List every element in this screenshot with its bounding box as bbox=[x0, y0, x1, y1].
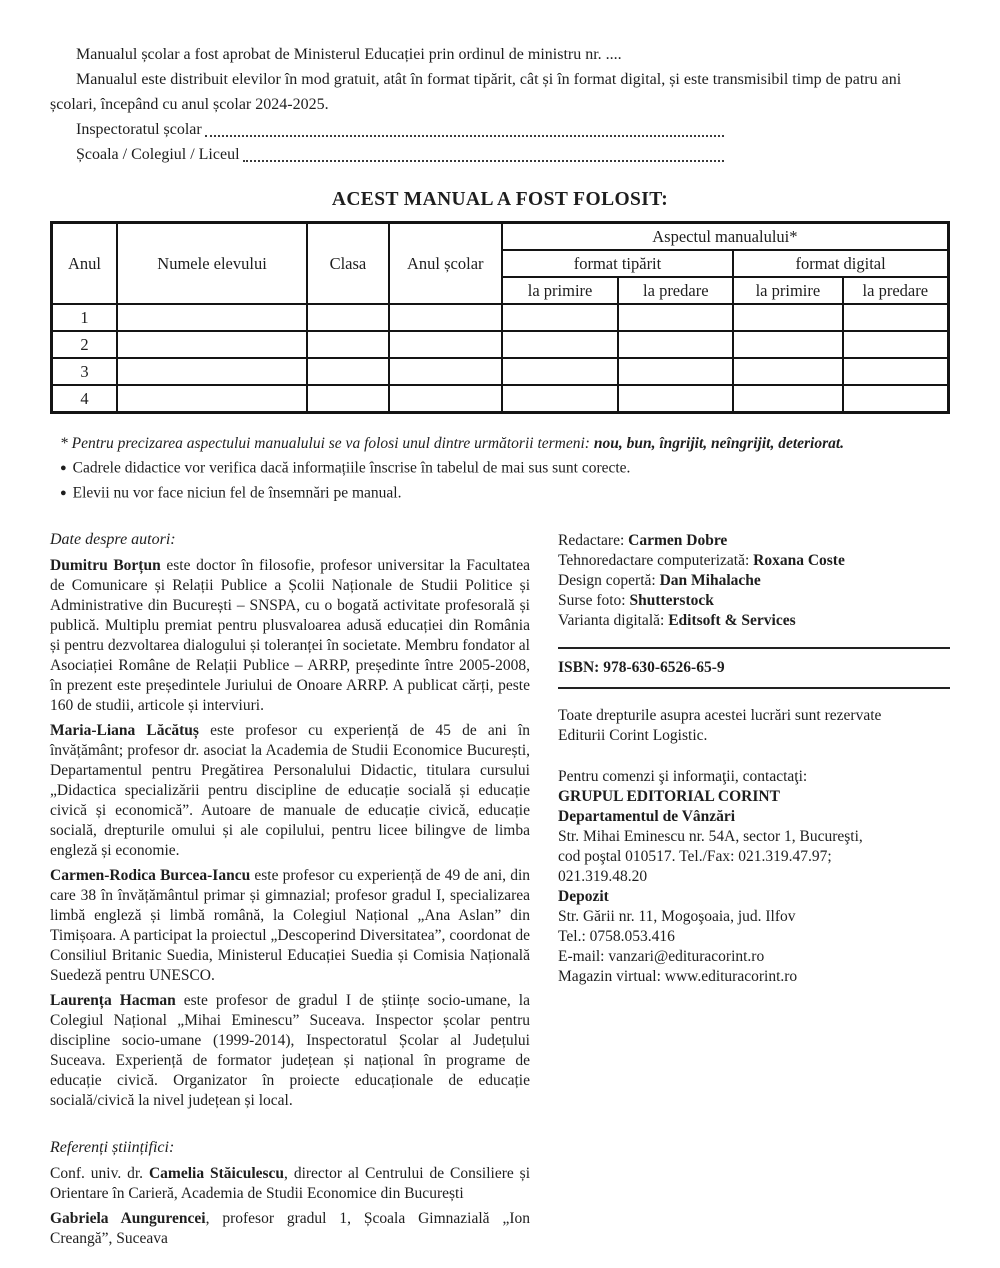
author-name: Maria-Liana Lăcătuș bbox=[50, 722, 199, 739]
authors-heading: Date despre autori: bbox=[50, 531, 176, 548]
notes-section bbox=[60, 432, 950, 505]
author-bio-text: este profesor de gradul I de științe socio-umane, la Colegiul Național „Mihai Eminescu” Suceava. Inspector școlar pentru discipline socio-umane (1999-2014), Inspectoratul Școlar al Județului Suceava. Experiență de formator județean și național în programe de educație civică. Organizator în proiecte educaționale de educație socială/civică la nivel județean și local. bbox=[50, 992, 530, 1109]
referent-text: , profesor gradul 1, Școala Gimnazială „Ion Creangă”, Suceava bbox=[50, 1210, 530, 1247]
bullet-icon: ● bbox=[60, 486, 67, 499]
empty-cell bbox=[618, 304, 733, 331]
divider-rule bbox=[558, 647, 950, 649]
credit-label: Varianta digitală: bbox=[558, 612, 669, 629]
credit-line bbox=[558, 591, 950, 611]
empty-cell bbox=[733, 304, 842, 331]
dotted-fill-line bbox=[205, 135, 724, 137]
note-students bbox=[60, 481, 950, 506]
referent-entry bbox=[50, 1164, 530, 1204]
authors-column bbox=[50, 531, 530, 1254]
row-number-cell: 4 bbox=[52, 385, 117, 413]
dotted-fill-line bbox=[243, 160, 724, 162]
empty-cell bbox=[117, 331, 307, 358]
col-header-la-predare-digital: la predare bbox=[843, 277, 949, 304]
empty-cell bbox=[502, 304, 619, 331]
note-students-text: Elevii nu vor face niciun fel de însemnări pe manual. bbox=[72, 484, 402, 501]
author-name: Carmen-Rodica Burcea-Iancu bbox=[50, 867, 251, 884]
credit-value: Shutterstock bbox=[629, 592, 714, 609]
divider-rule bbox=[558, 687, 950, 689]
credit-line bbox=[558, 531, 950, 551]
empty-cell bbox=[307, 385, 389, 413]
row-number-cell: 1 bbox=[52, 304, 117, 331]
distribution-line: Manualul este distribuit elevilor în mod gratuit, atât în format tipărit, cât și în format digital, și este transmisibil timp de patru ani școlari, începând cu anul școlar 2024-2025. bbox=[50, 71, 902, 113]
rights-notice: Toate drepturile asupra acestei lucrări sunt rezervate Editurii Corint Logistic. bbox=[558, 707, 882, 744]
empty-cell bbox=[117, 385, 307, 413]
row-number-cell: 3 bbox=[52, 358, 117, 385]
empty-cell bbox=[117, 304, 307, 331]
empty-cell bbox=[733, 331, 842, 358]
referent-entry bbox=[50, 1209, 530, 1249]
author-name: Dumitru Borțun bbox=[50, 557, 161, 574]
empty-cell bbox=[307, 358, 389, 385]
depot-address: Str. Gării nr. 11, Mogoşoaia, jud. Ilfov bbox=[558, 908, 796, 925]
col-header-format-digital: format digital bbox=[733, 250, 948, 277]
depot-heading: Depozit bbox=[558, 888, 609, 905]
col-header-clasa: Clasa bbox=[307, 223, 389, 305]
empty-cell bbox=[843, 304, 949, 331]
author-bio bbox=[50, 556, 530, 716]
isbn-line: ISBN: 978-630-6526-65-9 bbox=[558, 659, 725, 676]
table-row bbox=[52, 358, 949, 385]
empty-cell bbox=[389, 304, 502, 331]
credit-value: Dan Mihalache bbox=[659, 572, 761, 589]
col-header-format-tiparit: format tipărit bbox=[502, 250, 733, 277]
publisher-group-name: GRUPUL EDITORIAL CORINT bbox=[558, 788, 780, 805]
contact-block bbox=[558, 767, 950, 987]
col-header-anul-scolar: Anul școlar bbox=[389, 223, 502, 305]
col-header-anul: Anul bbox=[52, 223, 117, 305]
credit-value: Editsoft & Services bbox=[668, 612, 796, 629]
two-column-section bbox=[50, 531, 950, 1254]
usage-table-title: ACEST MANUAL A FOST FOLOSIT: bbox=[331, 189, 669, 210]
aspect-footnote bbox=[60, 432, 950, 456]
usage-table bbox=[50, 221, 950, 414]
empty-cell bbox=[843, 358, 949, 385]
contact-email: E-mail: vanzari@edituracorint.ro bbox=[558, 948, 765, 965]
credit-line bbox=[558, 611, 950, 631]
empty-cell bbox=[502, 331, 619, 358]
sales-department: Departamentul de Vânzări bbox=[558, 808, 736, 825]
credit-line bbox=[558, 571, 950, 591]
school-line bbox=[76, 142, 724, 167]
empty-cell bbox=[618, 385, 733, 413]
sales-address-line: cod poştal 010517. Tel./Fax: 021.319.47.97; bbox=[558, 848, 832, 865]
empty-cell bbox=[117, 358, 307, 385]
footnote-terms: nou, bun, îngrijit, neîngrijit, deteriorat. bbox=[593, 435, 845, 452]
credit-label: Surse foto: bbox=[558, 592, 630, 609]
empty-cell bbox=[843, 331, 949, 358]
referent-text: , director al Centrului de Consiliere și Orientare în Carieră, Academia de Studii Economice din București bbox=[50, 1165, 531, 1202]
depot-phone: Tel.: 0758.053.416 bbox=[558, 928, 675, 945]
empty-cell bbox=[307, 304, 389, 331]
author-bio-text: este doctor în filosofie, profesor universitar la Facultatea de Comunicare și Relații Publice a Școlii Naționale de Studii Politice și Administrative din București – SNSPA, cu o bogată activitate profesorală și publică. Multiplu premiat pentru plusvaloarea adusă educației din România și pentru dezvoltarea dialogului și toleranței în societate. Membru fondator al Asociației Române de Relații Publice – ARRP, președinte între 2005-2008, în prezent este președintele Juriului de Onoare ARRP. A publicat cărți, peste 160 de studii, articole și interviuri. bbox=[50, 557, 530, 714]
intro-section bbox=[50, 42, 950, 167]
empty-cell bbox=[733, 385, 842, 413]
approval-line: Manualul școlar a fost aprobat de Ministerul Educației prin ordinul de ministru nr. .... bbox=[76, 46, 622, 63]
publisher-column bbox=[558, 531, 950, 1254]
row-number-cell: 2 bbox=[52, 331, 117, 358]
referents-section bbox=[50, 1139, 530, 1249]
note-teachers bbox=[60, 456, 950, 481]
sales-phone: 021.319.48.20 bbox=[558, 868, 648, 885]
credit-label: Design copertă: bbox=[558, 572, 660, 589]
referent-prefix: Conf. univ. dr. bbox=[50, 1165, 149, 1182]
col-header-la-primire-digital: la primire bbox=[733, 277, 842, 304]
credit-value: Carmen Dobre bbox=[628, 532, 728, 549]
empty-cell bbox=[502, 358, 619, 385]
table-row bbox=[52, 331, 949, 358]
col-header-la-predare-tiparit: la predare bbox=[618, 277, 733, 304]
empty-cell bbox=[389, 331, 502, 358]
inspectorate-line bbox=[76, 117, 724, 142]
online-shop: Magazin virtual: www.edituracorint.ro bbox=[558, 968, 798, 985]
col-header-numele: Numele elevului bbox=[117, 223, 307, 305]
empty-cell bbox=[843, 385, 949, 413]
bullet-icon: ● bbox=[60, 462, 67, 474]
credit-value: Roxana Coste bbox=[753, 552, 845, 569]
empty-cell bbox=[618, 331, 733, 358]
credit-line bbox=[558, 551, 950, 571]
empty-cell bbox=[502, 385, 619, 413]
col-header-aspect: Aspectul manualului* bbox=[502, 223, 949, 251]
empty-cell bbox=[733, 358, 842, 385]
author-bio-text: este profesor cu experiență de 45 de ani în învățământ; profesor dr. asociat la Academia de Studii Economice București, Departamentul pentru Pregătirea Personalului Didactic, titulara cursului „Didactica specializării pentru discipline de educație socială și educație civică și economică”. Autoare de manuale de educație civică, educație socială, drepturile omului și ale copilului, pentru licee bilingve de limba engleză și economie. bbox=[50, 722, 530, 859]
note-teachers-text: Cadrele didactice vor verifica dacă informațiile înscrise în tabelul de mai sus sunt corecte. bbox=[72, 459, 631, 477]
author-bio-text: este profesor cu experiență de 49 de ani, din care 38 în învățământul primar și gimnazial; profesor gradul I, specializarea limbă engleză și limbă română, la Colegiul Național „Ana Aslan” din Timișoara. A participat la proiectul „Descoperind Diversitatea”, coordonat de Consiliul Britanic Suedia, Ministerul Educației Suedia și Comisia Națională Suedeză pentru UNESCO. bbox=[50, 867, 531, 984]
footnote-text: * Pentru precizarea aspectului manualului se va folosi unul dintre următorii termeni: bbox=[60, 435, 594, 452]
school-label: Școala / Colegiul / Liceul bbox=[76, 146, 240, 163]
col-header-la-primire-tiparit: la primire bbox=[502, 277, 619, 304]
author-bio bbox=[50, 866, 530, 986]
referent-name: Camelia Stăiculescu bbox=[148, 1165, 285, 1182]
table-row bbox=[52, 304, 949, 331]
referents-heading: Referenți științifici: bbox=[50, 1139, 175, 1156]
referent-name: Gabriela Aungurencei bbox=[50, 1210, 206, 1227]
credit-label: Tehnoredactare computerizată: bbox=[558, 552, 754, 569]
empty-cell bbox=[389, 358, 502, 385]
sales-address-line: Str. Mihai Eminescu nr. 54A, sector 1, Bucureşti, bbox=[558, 828, 863, 845]
table-row bbox=[52, 385, 949, 413]
empty-cell bbox=[618, 358, 733, 385]
empty-cell bbox=[307, 331, 389, 358]
credit-label: Redactare: bbox=[558, 532, 629, 549]
empty-cell bbox=[389, 385, 502, 413]
author-name: Laurența Hacman bbox=[50, 992, 176, 1009]
author-bio bbox=[50, 721, 530, 861]
inspectorate-label: Inspectoratul școlar bbox=[76, 121, 202, 138]
author-bio bbox=[50, 991, 530, 1111]
contact-intro: Pentru comenzi şi informaţii, contactaţi: bbox=[558, 768, 808, 785]
